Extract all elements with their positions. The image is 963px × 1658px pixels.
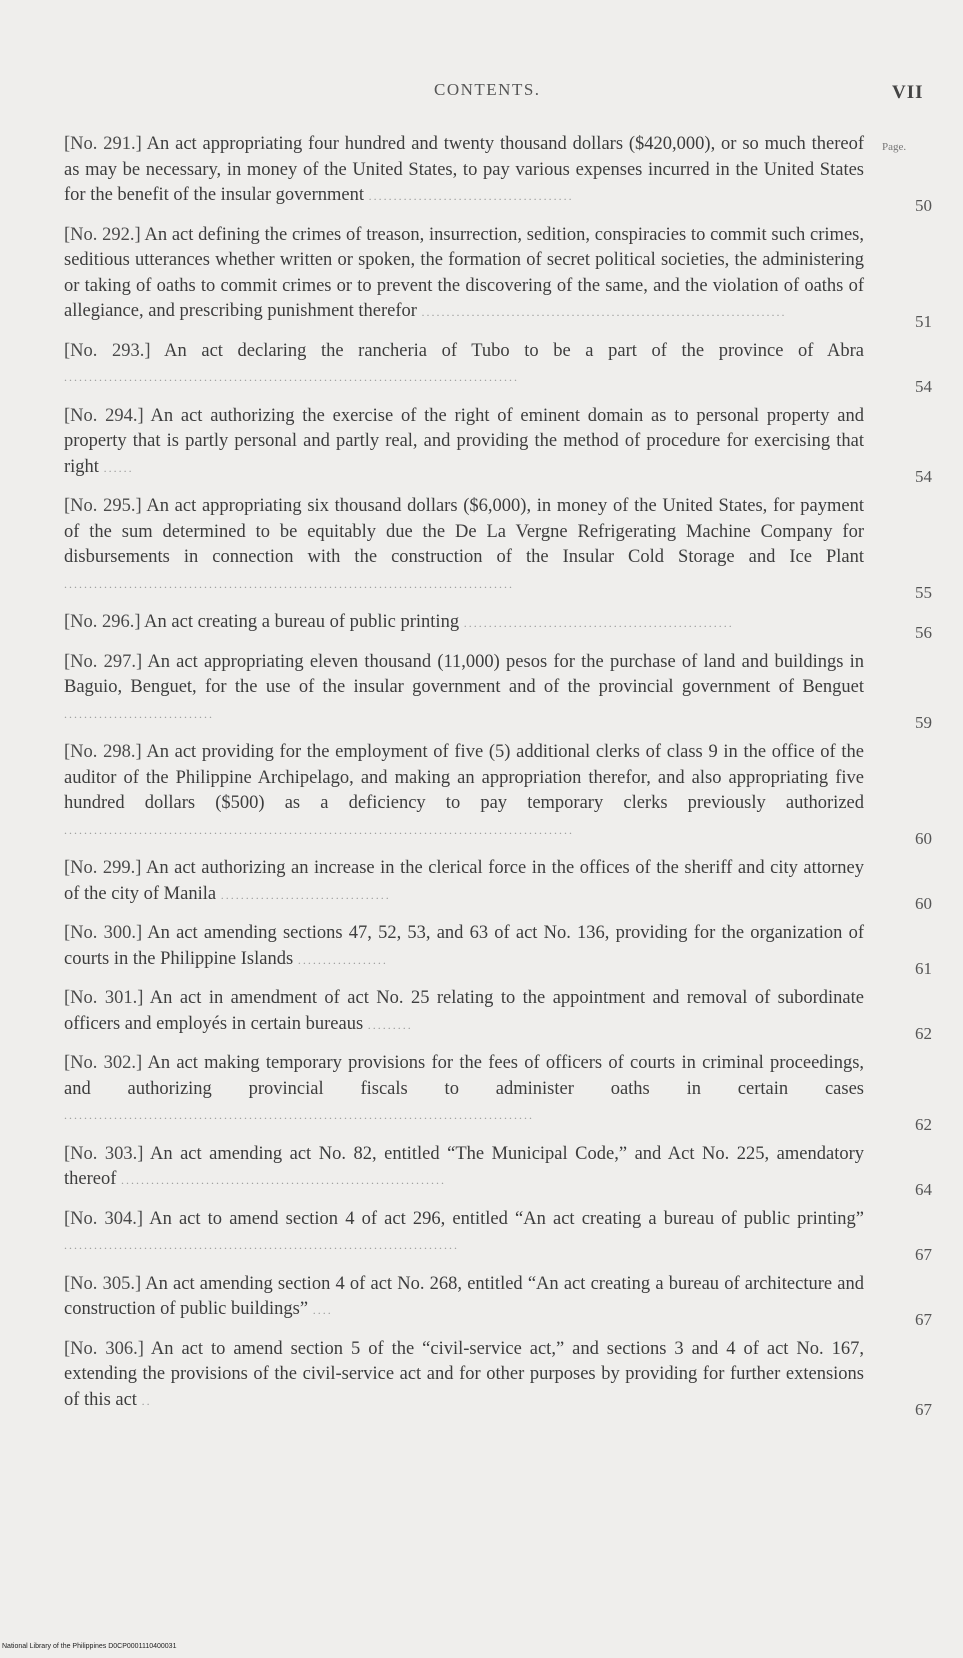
entry-text [64,1207,864,1259]
leader-dots: .. [141,1393,152,1408]
leader-dots: ......... [367,1017,413,1032]
entry-page-number: 62 [915,1024,932,1043]
contents-entry [64,610,932,642]
act-number: [No. 300.] [64,923,143,943]
entry-text [64,404,864,482]
contents-entry [64,1051,932,1134]
act-title: An act authorizing the exercise of the right of eminent domain as to personal property and property that is partly personal and partly real, and providing the method of procedure for exercising that right [64,405,865,477]
act-number: [No. 301.] [64,988,144,1008]
act-title: An act amending section 4 of act No. 268, entitled “An act creating a bureau of architecture and construction of public buildings” [64,1273,864,1319]
act-title: An act making temporary provisions for the fees of officers of courts in criminal proceedings, and authorizing provincial fiscals to administer oaths in certain cases [64,1053,865,1099]
act-title: An act declaring the rancheria of Tubo to be a part of the province of Abra [164,340,865,361]
leader-dots: ...................................................... [463,616,734,630]
act-title: An act providing for the employment of five (5) additional clerks of class 9 in the office of the auditor of the Philippine Archipelago, and making an appropriation therefor, and also appropriating five hundred dollars ($500) as a deficiency to pay temporary clerks previously authorized [64,742,865,813]
act-number: [No. 302.] [64,1053,143,1073]
act-title: An act amending sections 47, 52, 53, and 63 of act No. 136, providing for the organization of courts in the Philippine Islands [64,923,864,969]
leader-dots: ................................................................. [121,1173,447,1187]
act-title: An act appropriating six thousand dollars ($6,000), in money of the United States, for payment of the sum determined to be equitably due the De La Vergne Refrigerating Machine Company for disbursements in connection with the construction of the Insular Cold Storage and Ice Plant [64,496,864,567]
contents-entry [64,856,932,913]
act-title: An act appropriating four hundred and twenty thousand dollars ($420,000), or so much thereof as may be necessary, in money of the United States, to pay various expenses incurred in the United States for the benefit of the insular government [64,134,864,205]
act-number: [No. 303.] [64,1143,144,1164]
act-number: [No. 293.] [64,340,151,361]
act-title: An act authorizing an increase in the clerical force in the offices of the sheriff and city attorney of the city of Manila [64,858,864,904]
contents-entry [64,1142,932,1199]
entry-page-number: 64 [915,1179,932,1199]
entry-text [64,650,864,728]
contents-list [64,132,932,1427]
act-title: An act to amend section 4 of act 296, entitled “An act creating a bureau of public printing” [149,1208,864,1229]
contents-entry [64,650,932,732]
leader-dots: ........................................................................................... [64,370,519,384]
leader-dots: ...................................................................................................... [64,822,574,837]
page-header [0,80,963,110]
leader-dots: ......................................................................... [421,305,787,319]
contents-entry [64,1337,932,1419]
entry-text [64,610,864,637]
act-title: An act amending act No. 82, entitled “The Municipal Code,” and Act No. 225, amendatory thereof [64,1143,864,1189]
entry-page-number: 59 [915,713,932,732]
contents-entry [64,339,932,396]
entry-page-number: 50 [915,195,932,215]
contents-entry [64,404,932,486]
entry-page-number: 60 [915,829,932,848]
entry-page-number: 67 [915,1309,932,1329]
act-number: [No. 292.] [64,224,141,245]
act-title: An act creating a bureau of public printing [144,612,460,632]
entry-text [64,921,864,973]
leader-dots: ...... [103,460,134,475]
entry-text [64,986,864,1038]
contents-entry [64,132,932,215]
leader-dots: .............................................................................................. [64,1108,534,1122]
act-number: [No. 297.] [64,651,143,672]
act-title: An act defining the crimes of treason, insurrection, sedition, conspiracies to commit such crimes, seditious utterances whether written or spoken, the formation of secret political societies, the administering or taking of oaths to commit crimes or to prevent the discovering of the same, and the violation of oaths of allegiance, and prescribing punishment therefor [64,224,864,321]
entry-page-number: 67 [915,1244,932,1264]
running-title: CONTENTS. [434,80,541,99]
entry-text [64,1051,864,1129]
entry-text [64,339,864,391]
entry-text [64,1272,864,1324]
page-column-label: Page. [882,141,907,153]
contents-entry [64,921,932,978]
act-number: [No. 291.] [64,134,142,154]
entry-text [64,132,864,210]
entry-text [64,1142,864,1194]
leader-dots: ............................................................................... [64,1238,459,1252]
leader-dots: .................. [297,952,388,967]
leader-dots: .... [312,1303,333,1317]
act-number: [No. 305.] [64,1273,142,1294]
act-number: [No. 304.] [64,1208,144,1229]
act-number: [No. 295.] [64,496,142,516]
entry-text [64,740,864,843]
act-number: [No. 296.] [64,612,141,632]
entry-page-number: 67 [915,1400,932,1419]
act-number: [No. 299.] [64,858,142,878]
entry-page-number: 55 [915,583,932,602]
entry-text [64,856,864,908]
contents-entry [64,223,932,331]
entry-page-number: 54 [915,467,932,486]
entry-page-number: 54 [915,376,932,396]
entry-text [64,494,864,597]
act-number: [No. 306.] [64,1338,144,1359]
act-title: An act appropriating eleven thousand (11,000) pesos for the purchase of land and buildings in Baguio, Benguet, for the use of the insular government and of the provincial government of Benguet [64,651,865,697]
entry-text [64,1337,864,1415]
contents-entry [64,494,932,602]
entry-page-number: 56 [915,622,932,642]
act-title: An act in amendment of act No. 25 relating to the appointment and removal of subordinate officers and employés in certain bureaus [64,988,864,1034]
leader-dots: ......................................... [368,189,574,203]
entry-page-number: 60 [915,894,932,913]
leader-dots: .......................................................................................... [64,576,514,591]
entry-page-number: 62 [915,1114,932,1134]
entry-text [64,223,864,326]
act-number: [No. 294.] [64,405,144,426]
entry-page-number: 61 [915,959,932,978]
contents-entry [64,1272,932,1329]
contents-entry [64,986,932,1043]
entry-page-number: 51 [915,311,932,331]
page-number: VII [892,82,924,103]
contents-entry [64,1207,932,1264]
scan-credit: National Library of the Philippines D0CP0001110400031 [2,1643,177,1650]
leader-dots: .............................. [64,706,214,721]
contents-entry [64,740,932,848]
act-title: An act to amend section 5 of the “civil-service act,” and sections 3 and 4 of act No. 167, extending the provisions of the civil-service act and for other purposes by providing for further extensions of this act [64,1338,864,1410]
act-number: [No. 298.] [64,742,142,762]
leader-dots: .................................. [220,887,391,902]
